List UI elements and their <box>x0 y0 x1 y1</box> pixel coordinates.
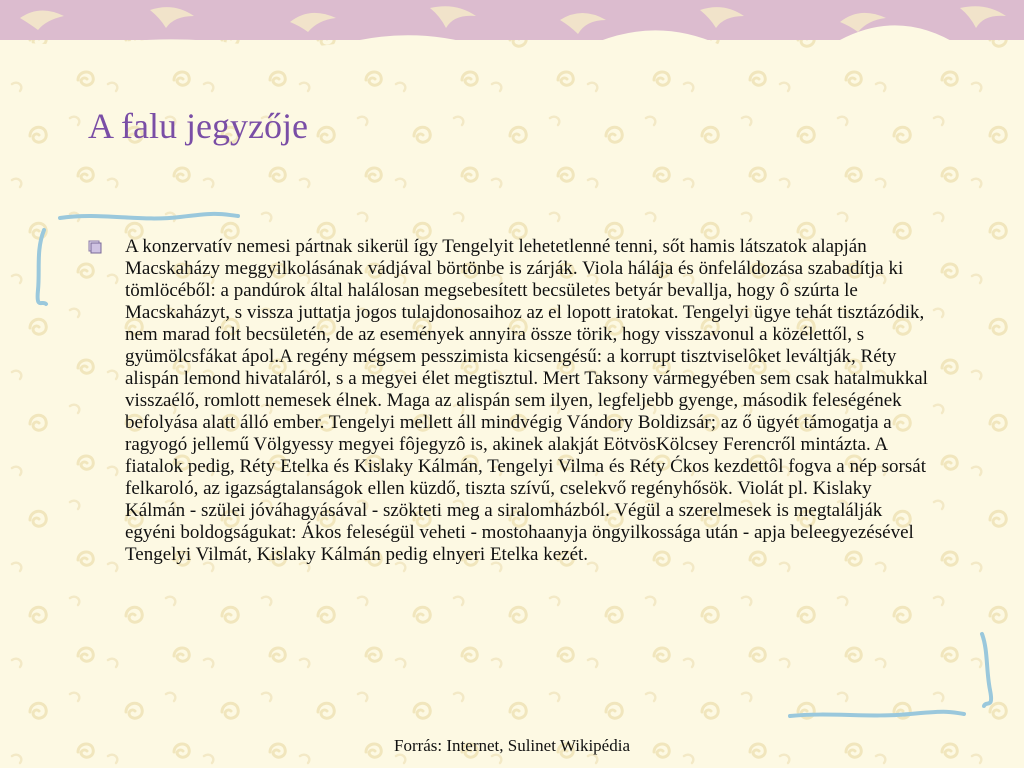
square-bullet-icon <box>88 240 102 254</box>
source-footer: Forrás: Internet, Sulinet Wikipédia <box>393 736 630 755</box>
body-paragraph: A konzervatív nemesi pártnak sikerül így Tengelyit lehetetlenné tenni, sőt hamis látszatok alapján Macskaházy meggyilkolásának vádjával börtönbe is zárják. Viola hálája és önfeláldozása szabadítja ki tömlöcéből: a pandúrok által halálosan megsebesített becsületes betyár bevallja, hogy ô szúrta le Macskaházyt, s vissza juttatja jogos tulajdonosaihoz az el lopott iratokat. Tengelyi ügye tehát tisztázódik, nem marad folt becsületén, de az események annyira össze törik, hogy visszavonul a közélettől, s gyümölcsfákat ápol.A regény mégsem pesszimista kicsengésű: a korrupt tisztviselôket leváltják, Réty alispán lemond hivataláról, s a megyei élet megtisztul. Mert Taksony vármegyében sem csak hatalmukkal visszaélő, romlott nemesek élnek. Maga az alispán sem ilyen, legfeljebb gyenge, második feleségének befolyása alatt álló ember. Tengelyi mellett áll mindvégig Vándory Boldizsár; az ő ügyét támogatja a ragyogó jellemű Völgyessy megyei fôjegyzô is, akinek alakját EötvösKölcsey Ferencről mintázta. A fiatalok pedig, Réty Etelka és Kislaky Kálmán, Tengelyi Vilma és Réty Ćkos kezdettôl fogva a nép sorsát felkaroló, az igazságtalanságok ellen küzdő, tiszta szívű, cselekvő regényhősök. Violát pl. Kislaky Kálmán - szülei jóváhagyásával - szökteti meg a siralomházból. Végül a szerelmesek is megtalálják egyéni boldogságukat: Ákos feleségül veheti - mostohaanyja öngyilkossága után - apja beleegyezésével Tengelyi Vilmát, Kislaky Kálmán pedig elnyeri Etelka kezét. <box>125 236 928 565</box>
slide-title: A falu jegyzője <box>88 106 308 146</box>
top-decorative-band <box>0 0 1024 48</box>
bullet-item <box>88 236 930 566</box>
